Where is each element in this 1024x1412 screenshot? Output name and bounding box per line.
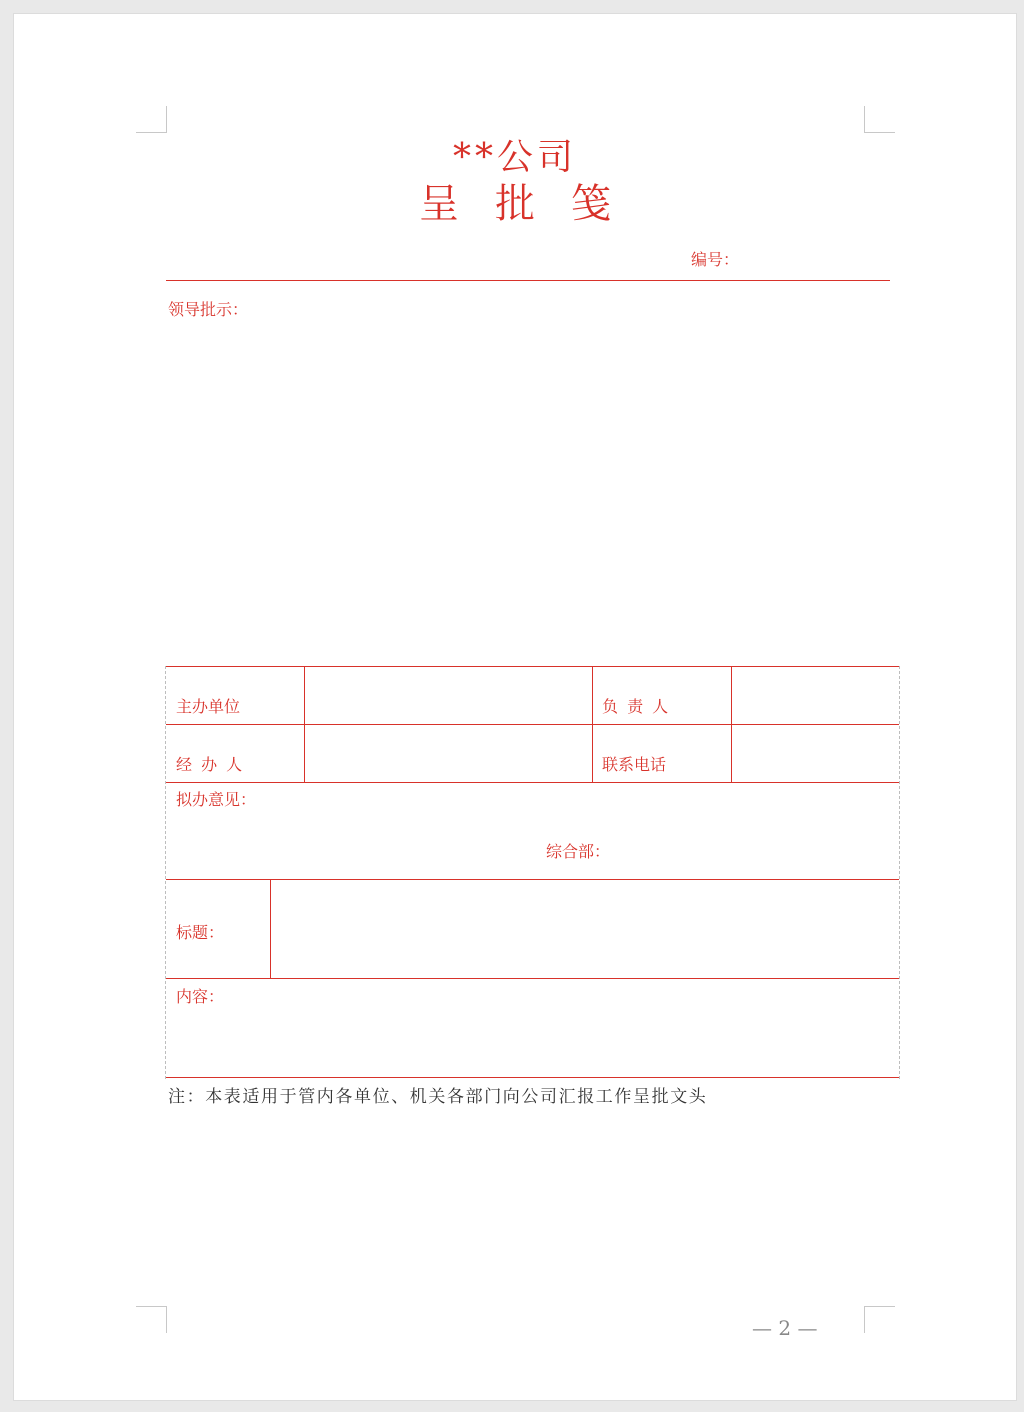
- content-label: 内容：: [176, 987, 225, 1006]
- document-page: [14, 14, 1016, 1400]
- footnote: 注：本表适用于管内各单位、机关各部门向公司汇报工作呈批文头: [168, 1087, 708, 1107]
- margin-mark-bottom-left: [136, 1306, 167, 1333]
- margin-mark-top-right: [864, 106, 895, 133]
- serial-number-label: 编号：: [691, 250, 740, 269]
- table-rule: [166, 782, 899, 783]
- responsible-person-label: 负 责 人: [602, 697, 671, 716]
- margin-mark-top-left: [136, 106, 167, 133]
- margin-mark-bottom-right: [864, 1306, 895, 1333]
- table-rule: [166, 724, 899, 725]
- document-title: 呈批笺: [419, 181, 647, 227]
- table-rule: [166, 666, 899, 667]
- host-unit-label: 主办单位: [176, 697, 241, 716]
- proposal-label: 拟办意见：: [176, 790, 257, 809]
- handler-label: 经 办 人: [176, 755, 245, 774]
- general-department-label: 综合部：: [546, 842, 611, 861]
- table-rule: [166, 879, 899, 880]
- subject-label: 标题：: [176, 923, 225, 942]
- table-rule: [166, 1077, 899, 1078]
- page-number: — 2 —: [752, 1316, 818, 1340]
- header-divider: [166, 280, 890, 281]
- leader-instruction-label: 领导批示：: [168, 300, 249, 319]
- table-rule: [166, 978, 899, 979]
- column-rule: [304, 666, 305, 782]
- column-rule: [731, 666, 732, 782]
- contact-phone-label: 联系电话: [602, 755, 667, 774]
- column-rule: [592, 666, 593, 782]
- column-rule: [270, 879, 271, 978]
- company-title: **公司: [452, 137, 577, 178]
- approval-form-table: [165, 666, 900, 1079]
